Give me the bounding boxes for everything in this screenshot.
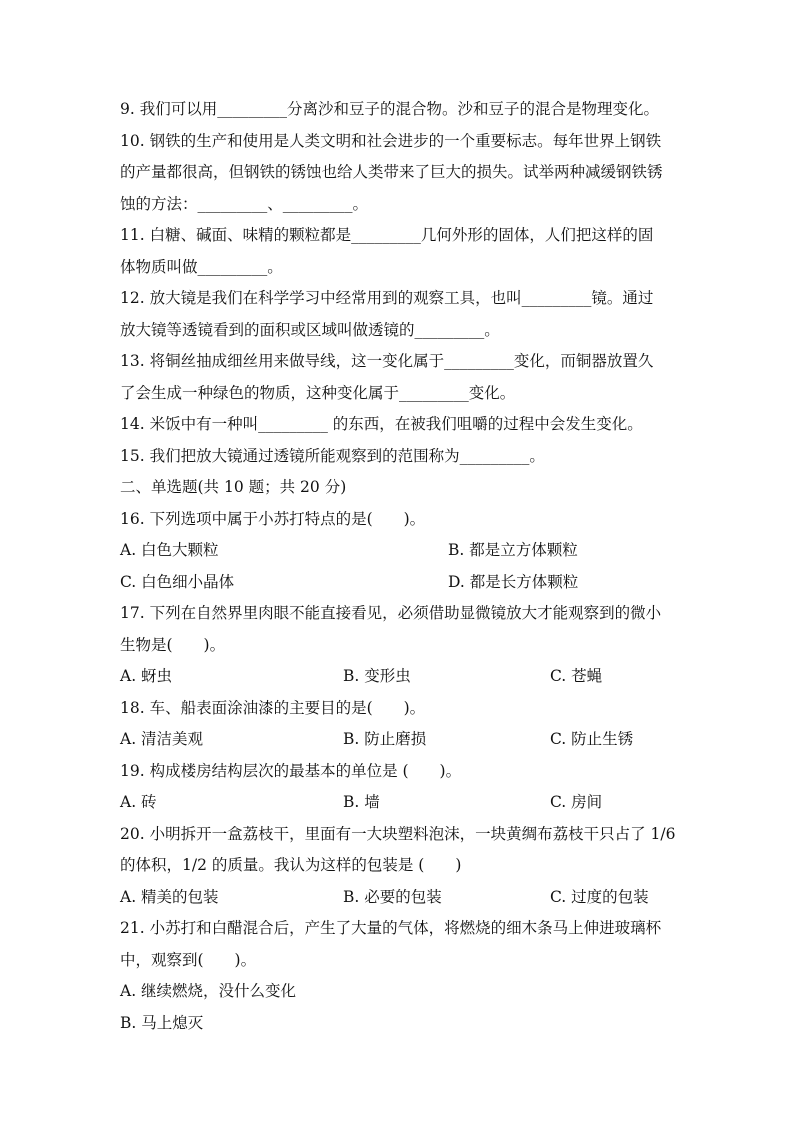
question-17-line-2: 生物是( )。 — [120, 635, 226, 654]
question-15: 15. 我们把放大镜通过透镜所能观察到的范围称为_________。 — [120, 446, 545, 465]
question-10-line-3: 蚀的方法：_________、_________。 — [120, 194, 369, 213]
question-17-options — [120, 661, 680, 693]
question-13: 13. 将铜丝抽成细丝用来做导线，这一变化属于_________变化，而铜器放置久 — [120, 352, 654, 370]
question-18: 18. 车、船表面涂油漆的主要目的是( )。 — [120, 698, 426, 717]
question-17: 17. 下列在自然界里肉眼不能直接看见，必须借助显微镜放大才能观察到的微小 — [120, 604, 662, 622]
option-19-a: A. 砖 — [120, 793, 157, 811]
option-18-c: C. 防止生锈 — [550, 730, 634, 748]
option-16-c: C. 白色细小晶体 — [120, 572, 235, 591]
option-16-a: A. 白色大颗粒 — [120, 541, 219, 559]
option-18-a: A. 清洁美观 — [120, 730, 204, 748]
section-heading: 二、单选题(共 10 题；共 20 分) — [120, 478, 347, 496]
question-11: 11. 白糖、碱面、味精的颗粒都是_________几何外形的固体，人们把这样的固 — [120, 226, 654, 244]
question-9: 9. 我们可以用_________分离沙和豆子的混合物。沙和豆子的混合是物理变化。 — [120, 100, 659, 118]
question-20: 20. 小明拆开一盒荔枝干，里面有一大块塑料泡沫，一块黄绸布荔枝干只占了 1/6 — [120, 824, 676, 843]
question-21: 21. 小苏打和白醋混合后，产生了大量的气体，将燃烧的细木条马上伸进玻璃杯 — [120, 919, 662, 937]
question-16-options-row-1 — [120, 535, 680, 567]
option-21-b: B. 马上熄灭 — [120, 1013, 204, 1032]
question-12-line-2: 放大镜等透镜看到的面积或区域叫做透镜的_________。 — [120, 320, 500, 339]
question-12: 12. 放大镜是我们在科学学习中经常用到的观察工具，也叫_________镜。通过 — [120, 289, 654, 307]
option-20-b: B. 必要的包装 — [343, 887, 442, 906]
question-10: 10. 钢铁的生产和使用是人类文明和社会进步的一个重要标志。每年世界上钢铁 — [120, 131, 662, 150]
question-16: 16. 下列选项中属于小苏打特点的是( )。 — [120, 509, 426, 528]
question-19: 19. 构成楼房结构层次的最基本的单位是 ( )。 — [120, 761, 462, 780]
option-17-c: C. 苍蝇 — [550, 667, 603, 685]
option-20-c: C. 过度的包装 — [550, 887, 649, 906]
option-17-b: B. 变形虫 — [343, 667, 411, 685]
question-13-line-2: 了会生成一种绿色的物质，这种变化属于_________变化。 — [120, 383, 516, 402]
question-14: 14. 米饭中有一种叫_________ 的东西，在被我们咀嚼的过程中会发生变化。 — [120, 415, 643, 433]
option-21-a: A. 继续燃烧，没什么变化 — [120, 982, 297, 1000]
question-20-options — [120, 882, 680, 914]
option-19-b: B. 墙 — [343, 793, 380, 811]
question-19-options — [120, 787, 680, 819]
question-content — [120, 94, 680, 1039]
question-10-line-2: 的产量都很高，但钢铁的锈蚀也给人类带来了巨大的损失。试举两种减缓钢铁锈 — [120, 163, 663, 181]
question-21-line-2: 中，观察到( )。 — [120, 950, 257, 969]
question-18-options — [120, 724, 680, 756]
question-11-line-2: 体物质叫做_________。 — [120, 257, 283, 276]
option-17-a: A. 蚜虫 — [120, 667, 173, 685]
option-19-c: C. 房间 — [550, 793, 603, 811]
option-16-d: D. 都是长方体颗粒 — [448, 572, 579, 591]
option-18-b: B. 防止磨损 — [343, 730, 427, 748]
option-20-a: A. 精美的包装 — [120, 887, 219, 906]
question-20-line-2: 的体积，1/2 的质量。我认为这样的包装是 ( ) — [120, 856, 462, 874]
option-16-b: B. 都是立方体颗粒 — [448, 541, 578, 559]
question-16-options-row-2 — [120, 567, 680, 599]
